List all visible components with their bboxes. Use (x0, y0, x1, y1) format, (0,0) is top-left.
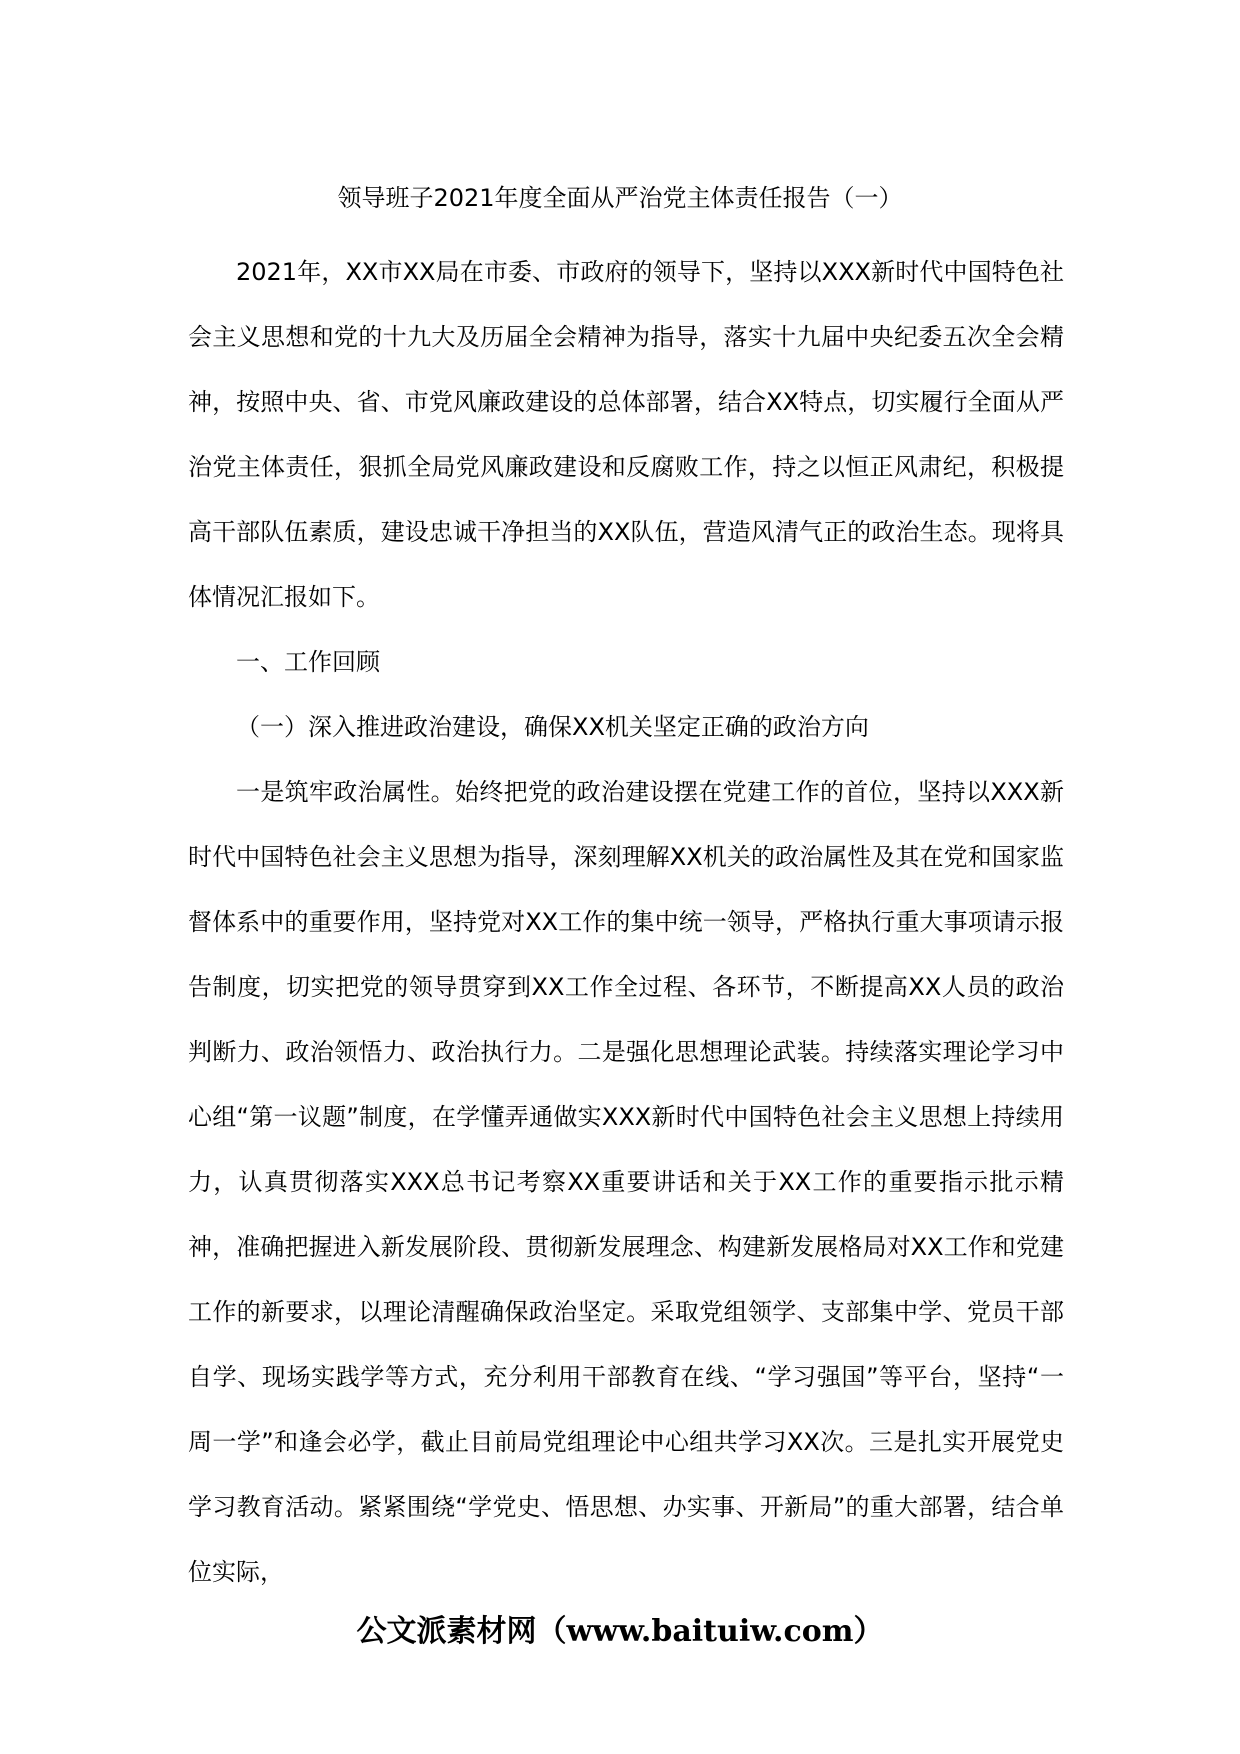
document-title: 领导班子2021年度全面从严治党主体责任报告（一） (337, 184, 903, 212)
section-heading: 一、工作回顾 (236, 648, 380, 676)
footer-watermark: 公文派素材网（www.baituiw.com） (356, 1614, 884, 1649)
intro-paragraph: 2021年，XX市XX局在市委、市政府的领导下，坚持以XXX新时代中国特色社会主义思想和党的十九大及历届全会精神为指导，落实十九届中央纪委五次全会精神，按照中央、省、市党风廉政建设的总体部署，结合XX特点，切实履行全面从严治党主体责任，狠抓全局党风廉政建设和反腐败工作，持之以恒正风肃纪，积极提高干部队伍素质，建设忠诚干净担当的XX队伍，营造风清气正的政治生态。现将具体情况汇报如下。 (188, 258, 1064, 611)
subsection-body-paragraph: 一是筑牢政治属性。始终把党的政治建设摆在党建工作的首位，坚持以XXX新时代中国特色社会主义思想为指导，深刻理解XX机关的政治属性及其在党和国家监督体系中的重要作用，坚持党对XX工作的集中统一领导，严格执行重大事项请示报告制度，切实把党的领导贯穿到XX工作全过程、各环节，不断提高XX人员的政治判断力、政治领悟力、政治执行力。二是强化思想理论武装。持续落实理论学习中心组“第一议题”制度，在学懂弄通做实XXX新时代中国特色社会主义思想上持续用力，认真贯彻落实XXX总书记考察XX重要讲话和关于XX工作的重要指示批示精神，准确把握进入新发展阶段、贯彻新发展理念、构建新发展格局对XX工作和党建工作的新要求，以理论清醒确保政治坚定。采取党组领学、支部集中学、党员干部自学、现场实践学等方式，充分利用干部教育在线、“学习强国”等平台，坚持“一周一学”和逢会必学，截止目前局党组理论中心组共学习XX次。三是扎实开展党史学习教育活动。紧紧围绕“学党史、悟思想、办实事、开新局”的重大部署，结合单位实际， (188, 778, 1064, 1586)
document-body (188, 240, 1064, 1605)
subsection-heading: （一）深入推进政治建设，确保XX机关坚定正确的政治方向 (236, 713, 869, 741)
